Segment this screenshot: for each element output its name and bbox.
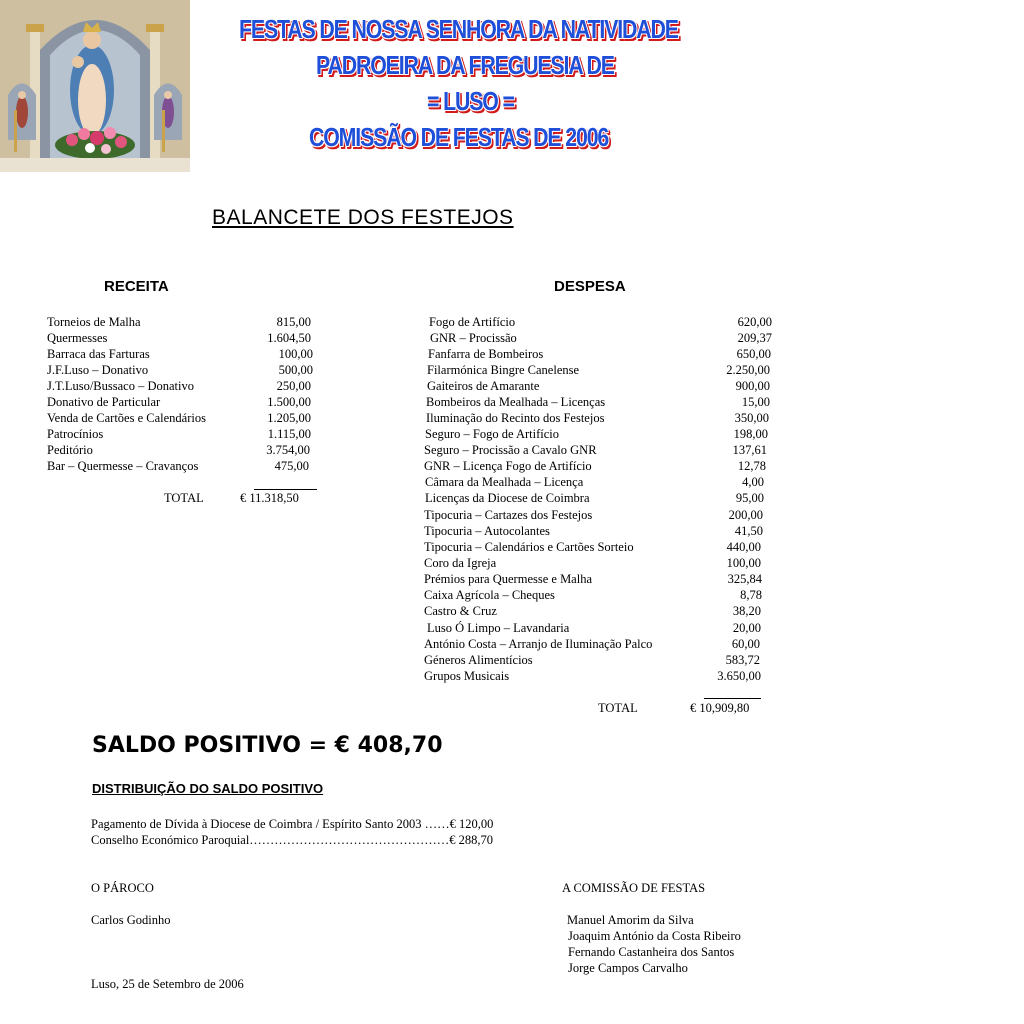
despesa-value: 20,00	[732, 621, 761, 635]
despesa-label: Caixa Agrícola – Cheques	[424, 588, 555, 602]
despesa-total-value: € 10,909,80	[690, 701, 750, 715]
despesa-value: 60,00	[731, 637, 760, 651]
despesa-value: 100,00	[726, 556, 761, 570]
receita-value: 250,00	[276, 379, 311, 393]
despesa-value: 350,00	[734, 411, 769, 425]
document-title: BALANCETE DOS FESTEJOS	[212, 206, 514, 229]
receita-label: Barraca das Farturas	[47, 347, 150, 361]
despesa-label: Seguro – Procissão a Cavalo GNR	[424, 443, 597, 457]
receita-label: Patrocínios	[47, 427, 104, 441]
distribuicao-line: Pagamento de Dívida à Diocese de Coimbra / Espírito Santo 2003 ……€ 120,00	[91, 817, 494, 831]
despesa-label: António Costa – Arranjo de Iluminação Palco	[424, 637, 653, 651]
receita-label: Peditório	[47, 443, 93, 457]
despesa-label: Seguro – Fogo de Artifício	[425, 427, 560, 441]
comissao-title: A COMISSÃO DE FESTAS	[562, 881, 706, 895]
receita-label: J.T.Luso/Bussaco – Donativo	[47, 379, 194, 393]
receita-value: 475,00	[274, 459, 309, 473]
header-line-4: COMISSÃO DE FESTAS DE 2006	[309, 122, 609, 152]
despesa-label: Bombeiros da Mealhada – Licenças	[426, 395, 606, 409]
despesa-label: Câmara da Mealhada – Licença	[425, 475, 584, 489]
despesa-total-rule	[704, 698, 761, 699]
despesa-value: 650,00	[736, 347, 771, 361]
despesa-label: Filarmónica Bingre Canelense	[427, 363, 580, 377]
despesa-label: Tipocuria – Autocolantes	[424, 524, 550, 538]
despesa-label: Tipocuria – Calendários e Cartões Sorteio	[424, 540, 634, 554]
receita-value: 1.604,50	[267, 331, 311, 345]
receita-value: 815,00	[276, 315, 311, 329]
despesa-label: Luso Ó Limpo – Lavandaria	[427, 621, 570, 635]
despesa-value: 95,00	[735, 491, 764, 505]
header-line-2: PADROEIRA DA FREGUESIA DE	[316, 50, 614, 80]
despesa-value: 137,61	[732, 443, 767, 457]
despesa-value: 900,00	[735, 379, 770, 393]
despesa-label: Géneros Alimentícios	[424, 653, 533, 667]
despesa-value: 41,50	[734, 524, 763, 538]
despesa-value: 209,37	[737, 331, 772, 345]
receita-value: 3.754,00	[266, 443, 310, 457]
despesa-label: Iluminação do Recinto dos Festejos	[426, 411, 605, 425]
receita-label: Venda de Cartões e Calendários	[47, 411, 206, 425]
distribuicao-line: Conselho Económico Paroquial…………………………………………€ 288,70	[91, 833, 494, 847]
despesa-label: Coro da Igreja	[424, 556, 497, 570]
despesa-label: Licenças da Diocese de Coimbra	[425, 491, 590, 505]
despesa-label: GNR – Procissão	[430, 331, 517, 345]
receita-value: 1.500,00	[267, 395, 311, 409]
despesa-value: 12,78	[737, 459, 766, 473]
despesa-value: 4,00	[742, 475, 764, 489]
despesa-label: Grupos Musicais	[424, 669, 510, 683]
receita-heading: RECEITA	[104, 278, 169, 295]
despesa-total-label: TOTAL	[598, 701, 638, 715]
paroco-name: Carlos Godinho	[91, 913, 171, 927]
despesa-value: 2.250,00	[726, 363, 770, 377]
receita-label: Torneios de Malha	[47, 315, 141, 329]
despesa-value: 440,00	[726, 540, 761, 554]
saldo-positivo: SALDO POSITIVO = € 408,70	[92, 733, 443, 758]
despesa-value: 325,84	[727, 572, 762, 586]
despesa-label: GNR – Licença Fogo de Artifício	[424, 459, 592, 473]
despesa-label: Prémios para Quermesse e Malha	[424, 572, 592, 586]
despesa-value: 8,78	[740, 588, 762, 602]
despesa-value: 15,00	[741, 395, 770, 409]
comissao-member: Fernando Castanheira dos Santos	[568, 945, 735, 959]
receita-label: Bar – Quermesse – Cravanços	[47, 459, 199, 473]
altar-photo	[0, 0, 190, 172]
receita-label: Donativo de Particular	[47, 395, 161, 409]
comissao-member: Manuel Amorim da Silva	[567, 913, 694, 927]
receita-label: J.F.Luso – Donativo	[47, 363, 149, 377]
receita-label: Quermesses	[47, 331, 108, 345]
receita-total-value: € 11.318,50	[240, 491, 299, 505]
comissao-member: Jorge Campos Carvalho	[568, 961, 688, 975]
despesa-value: 620,00	[737, 315, 772, 329]
despesa-label: Fogo de Artifício	[429, 315, 516, 329]
comissao-member: Joaquim António da Costa Ribeiro	[568, 929, 741, 943]
despesa-label: Fanfarra de Bombeiros	[428, 347, 544, 361]
receita-value: 1.115,00	[267, 427, 311, 441]
despesa-label: Castro & Cruz	[424, 604, 497, 618]
receita-value: 500,00	[278, 363, 313, 377]
header-line-3: = LUSO =	[427, 86, 514, 116]
header-line-1: FESTAS DE NOSSA SENHORA DA NATIVIDADE	[239, 14, 678, 44]
distribuicao-title: DISTRIBUIÇÃO DO SALDO POSITIVO	[92, 781, 324, 796]
receita-total-rule	[254, 489, 317, 490]
receita-value: 100,00	[278, 347, 313, 361]
paroco-title: O PÁROCO	[91, 881, 154, 895]
despesa-value: 38,20	[732, 604, 761, 618]
despesa-value: 198,00	[733, 427, 768, 441]
despesa-label: Gaiteiros de Amarante	[427, 379, 540, 393]
despesa-value: 583,72	[725, 653, 760, 667]
despesa-label: Tipocuria – Cartazes dos Festejos	[424, 508, 593, 522]
despesa-heading: DESPESA	[554, 278, 626, 295]
receita-value: 1.205,00	[267, 411, 311, 425]
despesa-value: 3.650,00	[717, 669, 761, 683]
receita-total-label: TOTAL	[164, 491, 204, 505]
date-line: Luso, 25 de Setembro de 2006	[91, 977, 244, 991]
despesa-value: 200,00	[728, 508, 763, 522]
